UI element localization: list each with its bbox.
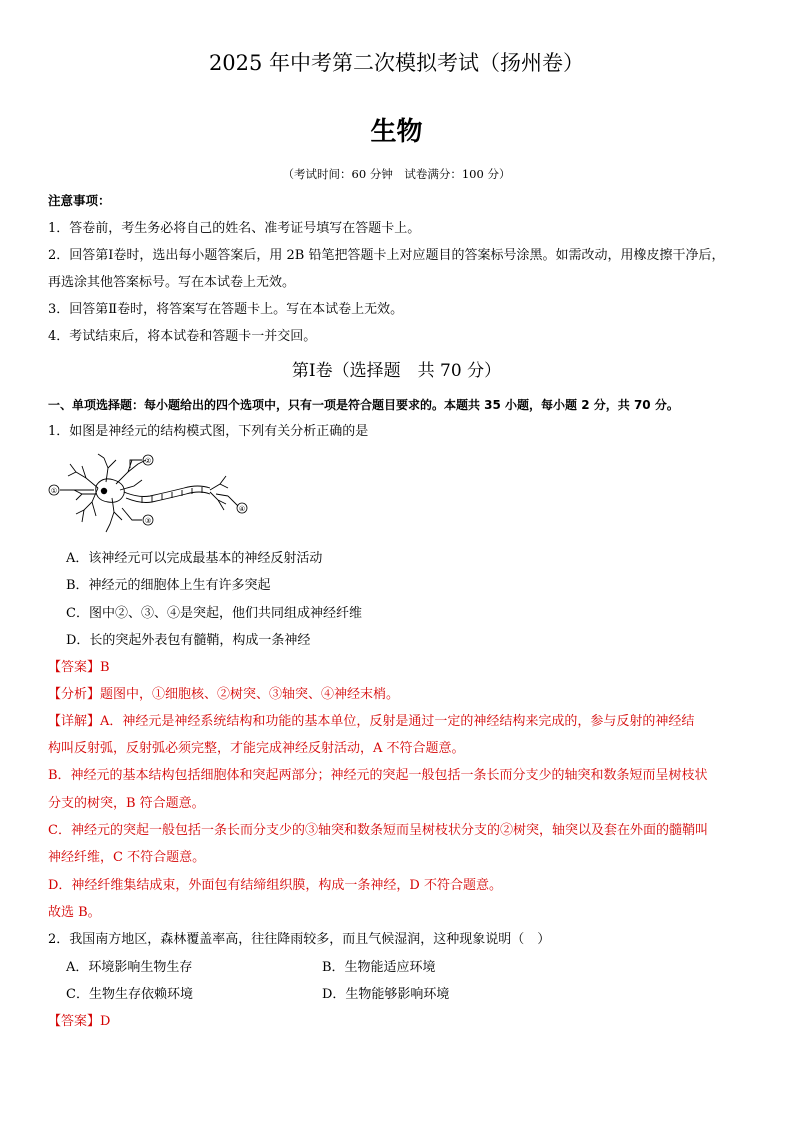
question-stem: 1．如图是神经元的结构模式图，下列有关分析正确的是	[48, 424, 369, 439]
figure-label: ③	[144, 517, 152, 525]
detail-text: 分支的树突，B 符合题意。	[48, 796, 205, 811]
exam-meta: （考试时间：60 分钟 试卷满分：100 分）	[282, 167, 511, 181]
option-b: B．生物能适应环境	[322, 960, 436, 975]
figure-label: ④	[238, 505, 246, 513]
notice-heading: 注意事项：	[48, 193, 111, 208]
section-instruction: 一、单项选择题：每小题给出的四个选项中，只有一项是符合题目要求的。本题共 35 小题，每小题 2 分，共 70 分。	[48, 398, 679, 412]
answer-label: 【答案】D	[48, 1014, 111, 1029]
question-stem: 2．我国南方地区，森林覆盖率高，往往降雨较多，而且气候湿润，这种现象说明（ ）	[48, 932, 551, 947]
detail-text: C．神经元的突起一般包括一条长而分支少的③轴突和数条短而呈树枝状分支的②树突，轴突以及套在外面的髓鞘叫	[48, 823, 708, 838]
notice-item: 3．回答第Ⅱ卷时，将答案写在答题卡上。写在本试卷上无效。	[48, 302, 404, 317]
option-a: A．该神经元可以完成最基本的神经反射活动	[66, 551, 323, 566]
conclusion-text: 故选 B。	[48, 905, 101, 920]
option-c: C．图中②、③、④是突起，他们共同组成神经纤维	[66, 606, 362, 621]
notice-item: 1．答卷前，考生务必将自己的姓名、准考证号填写在答题卡上。	[48, 221, 421, 236]
detail-text: 神经纤维，C 不符合题意。	[48, 850, 206, 865]
notice-item: 再选涂其他答案标号。写在本试卷上无效。	[48, 275, 296, 290]
option-c: C．生物生存依赖环境	[66, 987, 193, 1002]
detail-text: 【详解】A．神经元是神经系统结构和功能的基本单位，反射是通过一定的神经结构来完成的，参与反射的神经结	[48, 714, 695, 729]
option-b: B．神经元的细胞体上生有许多突起	[66, 578, 271, 593]
detail-text: 构叫反射弧，反射弧必须完整，才能完成神经反射活动，A 不符合题意。	[48, 741, 465, 756]
analysis-text: 【分析】题图中，①细胞核、②树突、③轴突、④神经末梢。	[48, 687, 400, 702]
notice-item: 4．考试结束后，将本试卷和答题卡一并交回。	[48, 329, 317, 344]
neuron-diagram	[46, 450, 256, 536]
exam-title: 2025 年中考第二次模拟考试（扬州卷）	[208, 51, 585, 75]
figure-label: ②	[144, 457, 152, 465]
answer-label: 【答案】B	[48, 660, 110, 675]
detail-text: D．神经纤维集结成束，外面包有结缔组织膜，构成一条神经，D 不符合题意。	[48, 878, 502, 893]
notice-item: 2．回答第Ⅰ卷时，选出每小题答案后，用 2B 铅笔把答题卡上对应题目的答案标号涂黑。如需改动，用橡皮擦干净后，	[48, 248, 725, 263]
figure-label: ①	[50, 487, 58, 495]
subject-title: 生物	[370, 117, 423, 147]
option-a: A．环境影响生物生存	[66, 960, 193, 975]
section-title: 第Ⅰ卷（选择题 共 70 分）	[291, 361, 502, 381]
detail-text: B．神经元的基本结构包括细胞体和突起两部分；神经元的突起一般包括一条长而分支少的轴突和数条短而呈树枝状	[48, 768, 708, 783]
option-d: D．生物能够影响环境	[322, 987, 450, 1002]
option-d: D．长的突起外表包有髓鞘，构成一条神经	[66, 633, 311, 648]
